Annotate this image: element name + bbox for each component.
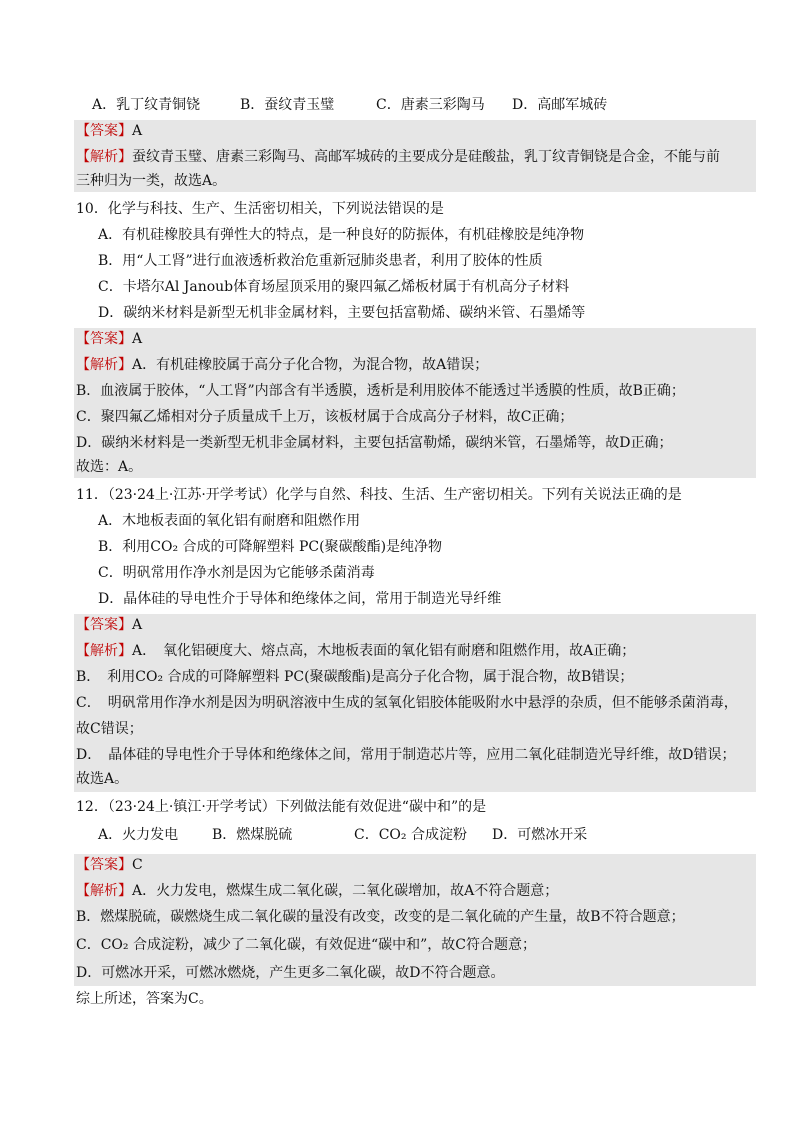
analysis-text: A．火力发电，燃煤生成二氧化碳，二氧化碳增加，故A不符合题意；	[132, 883, 559, 899]
q10-stem: 10．化学与科技、生产、生活密切相关，下列说法错误的是	[76, 201, 444, 217]
q10-analysis-line-2: B．血液属于胶体，“人工肾”内部含有半透膜，透析是利用胶体不能透过半透膜的性质，故B正确；	[76, 383, 685, 399]
q12-answer	[76, 854, 143, 876]
answer-value: A	[132, 123, 143, 139]
answer-value: A	[132, 617, 143, 633]
q10-option-b: B．用“人工肾”进行血液透析救治危重新冠肺炎患者，利用了胶体的性质	[98, 253, 543, 269]
analysis-label: 【解析】	[76, 149, 132, 165]
q9-analysis-line-2: 三种归为一类，故选A。	[76, 173, 227, 189]
q9-options	[92, 94, 607, 116]
q12-analysis-line-4: D．可燃冰开采，可燃冰燃烧，产生更多二氧化碳，故D不符合题意。	[76, 965, 505, 981]
q11-option-b: B．利用CO₂ 合成的可降解塑料 PC(聚碳酸酯)是纯净物	[98, 539, 443, 555]
q12-stem: 12．（23·24上·镇江·开学考试）下列做法能有效促进“碳中和”的是	[76, 799, 487, 815]
q12-option-d: D．可燃冰开采	[492, 827, 588, 843]
analysis-text: 蚕纹青玉璧、唐素三彩陶马、高邮军城砖的主要成分是硅酸盐，乳丁纹青铜铙是合金，不能与前	[132, 149, 720, 165]
q12-conclusion: 综上所述，答案为C。	[76, 991, 213, 1007]
q12-option-a: A．火力发电	[98, 827, 179, 843]
q9-analysis-line-1	[76, 146, 720, 168]
analysis-label: 【解析】	[76, 643, 132, 659]
answer-value: A	[132, 331, 143, 347]
q10-analysis-line-4: D．碳纳米材料是一类新型无机非金属材料，主要包括富勒烯，碳纳米管，石墨烯等，故D正确；	[76, 435, 673, 451]
q12-options	[98, 824, 587, 846]
q10-analysis-line-5: 故选：A。	[76, 459, 143, 475]
q10-answer	[76, 328, 142, 350]
q9-option-b: B．蚕纹青玉璧	[240, 97, 335, 113]
q12-analysis-line-2: B．燃煤脱硫，碳燃烧生成二氧化碳的量没有改变，改变的是二氧化硫的产生量，故B不符合题意；	[76, 909, 685, 925]
answer-label: 【答案】	[76, 331, 132, 347]
q11-answer	[76, 614, 142, 636]
analysis-label: 【解析】	[76, 883, 132, 899]
q10-option-a: A．有机硅橡胶具有弹性大的特点，是一种良好的防振体，有机硅橡胶是纯净物	[98, 227, 585, 243]
q12-option-b: B．燃煤脱硫	[212, 827, 293, 843]
q10-analysis-line-3: C．聚四氟乙烯相对分子质量成千上万，该板材属于合成高分子材料，故C正确；	[76, 409, 574, 425]
q9-option-a: A．乳丁纹青铜铙	[92, 97, 201, 113]
analysis-text: A． 氧化铝硬度大、熔点高，木地板表面的氧化铝有耐磨和阻燃作用，故A正确；	[132, 643, 636, 659]
q10-analysis-line-1	[76, 354, 488, 376]
q12-option-c: C．CO₂ 合成淀粉	[354, 827, 467, 843]
q11-option-d: D．晶体硅的导电性介于导体和绝缘体之间，常用于制造光导纤维	[98, 591, 502, 607]
q10-option-d: D．碳纳米材料是新型无机非金属材料，主要包括富勒烯、碳纳米管、石墨烯等	[98, 305, 586, 321]
q11-analysis-line-3: C． 明矾常用作净水剂是因为明矾溶液中生成的氢氧化铝胶体能吸附水中悬浮的杂质，但不能够杀菌消毒，	[76, 695, 738, 711]
q9-option-c: C．唐素三彩陶马	[376, 97, 485, 113]
q9-answer	[76, 120, 142, 142]
q11-analysis-line-2: B． 利用CO₂ 合成的可降解塑料 PC(聚碳酸酯)是高分子化合物，属于混合物，故B错误；	[76, 669, 634, 685]
q10-option-c: C．卡塔尔Al Janoub体育场屋顶采用的聚四氟乙烯板材属于有机高分子材料	[98, 279, 570, 295]
q12-analysis-line-1	[76, 880, 558, 902]
analysis-text: A．有机硅橡胶属于高分子化合物，为混合物，故A错误；	[132, 357, 489, 373]
answer-label: 【答案】	[76, 123, 132, 139]
q11-stem: 11．（23·24上·江苏·开学考试）化学与自然、科技、生活、生产密切相关。下列有关说法正确的是	[76, 487, 682, 503]
analysis-label: 【解析】	[76, 357, 132, 373]
q11-analysis-line-6: 故选A。	[76, 771, 129, 787]
answer-label: 【答案】	[76, 857, 132, 873]
q11-option-a: A．木地板表面的氧化铝有耐磨和阻燃作用	[98, 513, 361, 529]
q10-answer-band	[74, 328, 756, 478]
q11-analysis-line-1	[76, 640, 635, 662]
answer-value: C	[132, 857, 143, 873]
answer-label: 【答案】	[76, 617, 132, 633]
q11-analysis-line-4: 故C错误；	[76, 721, 143, 737]
q11-analysis-line-5: D． 晶体硅的导电性介于导体和绝缘体之间，常用于制造芯片等，应用二氧化硅制造光导纤维，故D错误；	[76, 747, 736, 763]
q11-option-c: C．明矾常用作净水剂是因为它能够杀菌消毒	[98, 565, 375, 581]
q9-option-d: D．高邮军城砖	[512, 97, 608, 113]
q12-analysis-line-3: C．CO₂ 合成淀粉，减少了二氧化碳，有效促进“碳中和”，故C符合题意；	[76, 937, 536, 953]
